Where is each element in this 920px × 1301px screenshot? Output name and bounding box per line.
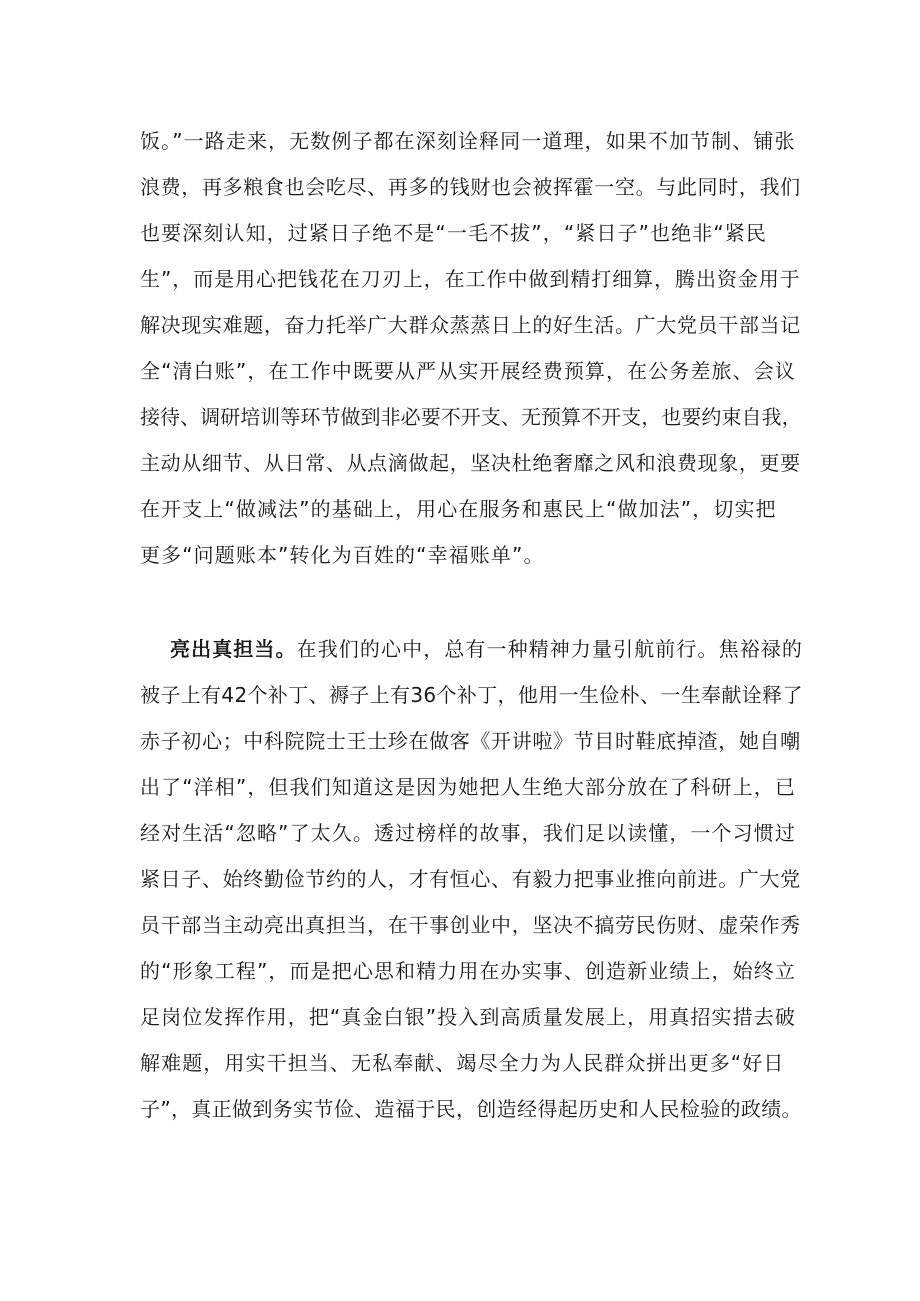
text-line: 解难题，用实干担当、无私奉献、竭尽全力为人民群众拼出更多“好日 — [140, 1051, 785, 1075]
text-line: 出了“洋相”，但我们知道这是因为她把人生绝大部分放在了科研上，已 — [140, 775, 796, 799]
text-line: 经对生活“忽略”了太久。透过榜样的故事，我们足以读懂，一个习惯过 — [140, 821, 796, 845]
text-line: 主动从细节、从日常、从点滴做起，坚决杜绝奢靡之风和浪费现象，更要 — [140, 451, 801, 475]
text-line: 也要深刻认知，过紧日子绝不是“一毛不拔”，“紧日子”也绝非“紧民 — [140, 221, 768, 245]
text-line: 全“清白账”，在工作中既要从严从实开展经费预算，在公务差旅、会议 — [140, 359, 796, 383]
text-line: 被子上有42个补丁、褥子上有36个补丁，他用一生俭朴、一生奉献诠释了 — [140, 683, 803, 707]
text-line: 赤子初心；中科院院士王士珍在做客《开讲啦》节目时鞋底掉渣，她自嘲 — [140, 729, 801, 753]
text-line: 接待、调研培训等环节做到非必要不开支、无预算不开支，也要约束自我， — [140, 405, 802, 429]
section-heading: 亮出真担当。 — [170, 637, 297, 661]
text-line: 的“形象工程”，而是把心思和精力用在办实事、创造新业绩上，始终立 — [140, 959, 796, 983]
text-line: 解决现实难题，奋力托举广大群众蒸蒸日上的好生活。广大党员干部当记 — [140, 313, 801, 337]
text-line: 足岗位发挥作用，把“真金白银”投入到高质量发展上，用真招实措去破 — [140, 1005, 796, 1029]
text-line-rest: 在我们的心中，总有一种精神力量引航前行。焦裕禄的 — [296, 637, 804, 661]
paragraph-responsibility — [140, 626, 804, 1132]
text-line: 员干部当主动亮出真担当，在干事创业中，坚决不搞劳民伤财、虚荣作秀 — [140, 913, 801, 937]
text-line: 子”，真正做到务实节俭、造福于民，创造经得起历史和人民检验的政绩。 — [140, 1097, 802, 1121]
text-line-first — [140, 626, 804, 672]
text-line: 浪费，再多粮食也会吃尽、再多的钱财也会被挥霍一空。与此同时，我们 — [140, 175, 801, 199]
text-line: 更多“问题账本”转化为百姓的“幸福账单”。 — [140, 543, 545, 567]
text-line: 在开支上“做减法”的基础上，用心在服务和惠民上“做加法”，切实把 — [140, 497, 777, 521]
text-line: 饭。”一路走来，无数例子都在深刻诠释同一道理，如果不加节制、铺张 — [140, 129, 796, 153]
text-line: 紧日子、始终勤俭节约的人，才有恒心、有毅力把事业推向前进。广大党 — [140, 867, 801, 891]
paragraph-thrift — [140, 118, 800, 578]
text-line: 生”，而是用心把钱花在刀刃上，在工作中做到精打细算，腾出资金用于 — [140, 267, 801, 291]
